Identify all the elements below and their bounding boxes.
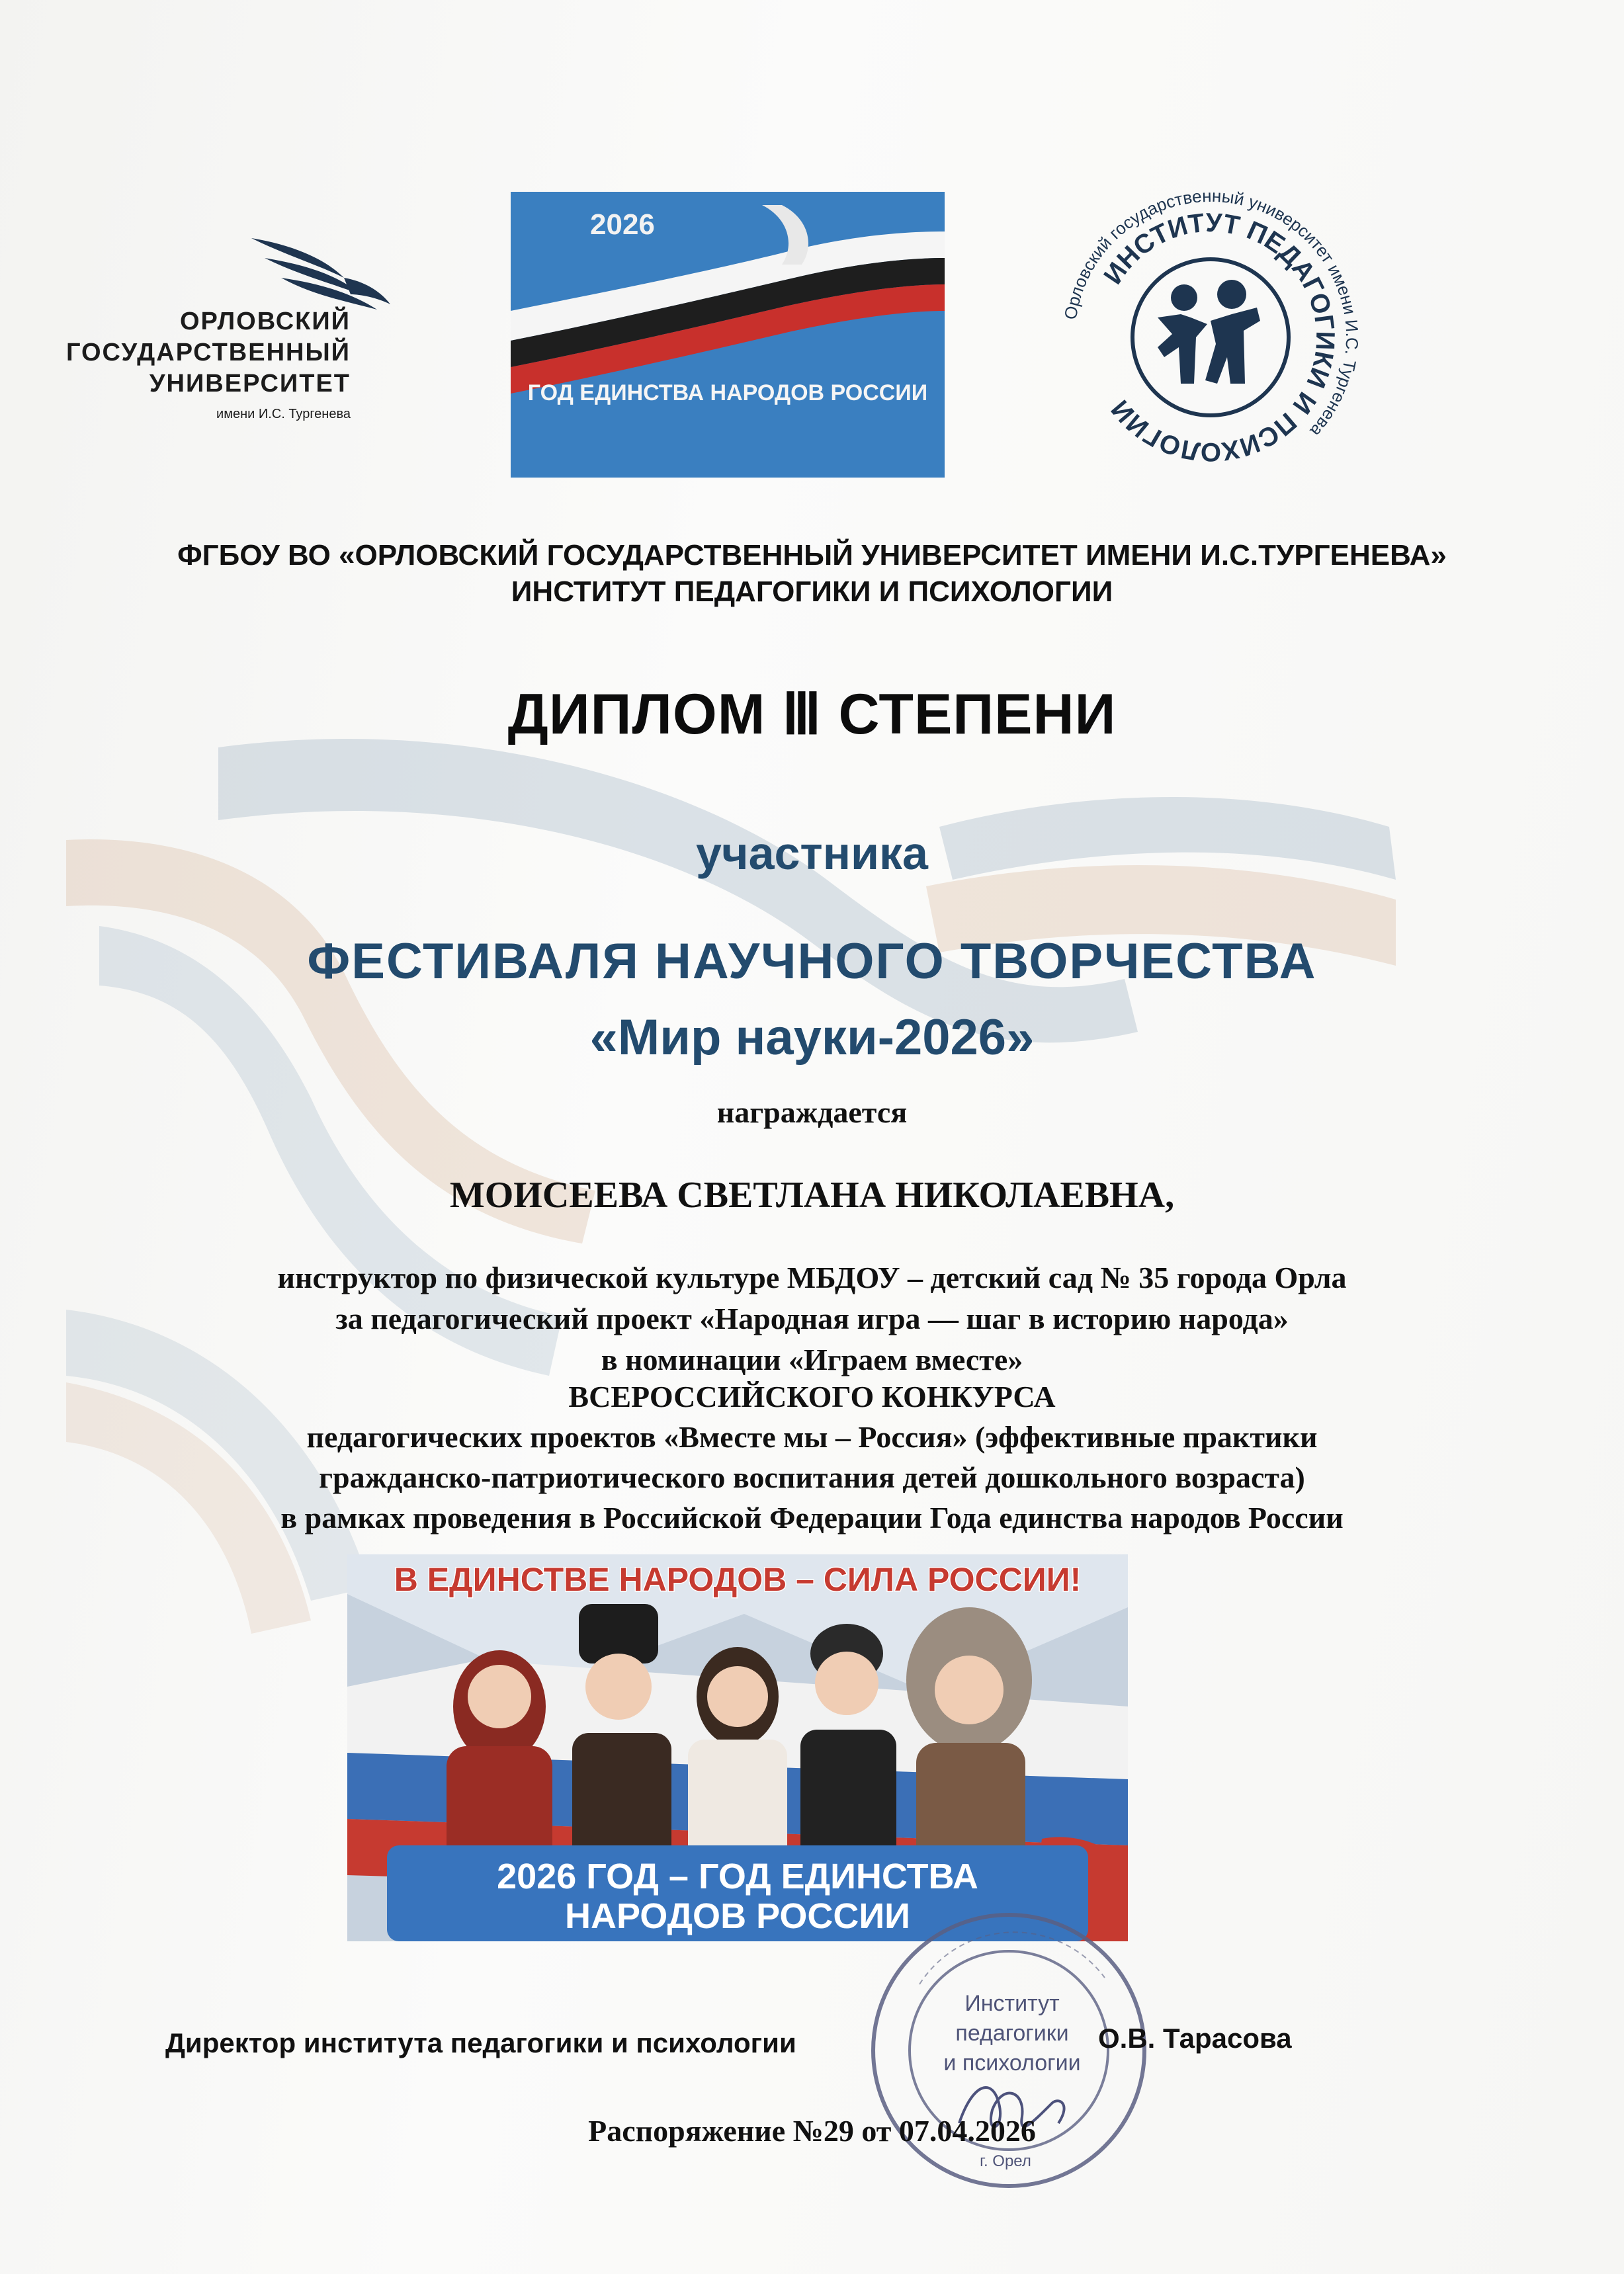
banner-year: 2026 <box>590 208 655 241</box>
flag-ribbon <box>511 192 945 478</box>
institute-seal <box>1058 185 1363 489</box>
organization-name: ФГБОУ ВО «ОРЛОВСКИЙ ГОСУДАРСТВЕННЫЙ УНИВЕРСИТЕТ ИМЕНИ И.С.ТУРГЕНЕВА» <box>177 539 1447 571</box>
festival-title: ФЕСТИВАЛЯ НАУЧНОГО ТВОРЧЕСТВА <box>307 933 1317 990</box>
stamp-line3: и психологии <box>943 2050 1081 2076</box>
diploma-title: ДИПЛОМ Ⅲ СТЕПЕНИ <box>507 683 1117 746</box>
institute-name: ИНСТИТУТ ПЕДАГОГИКИ И ПСИХОЛОГИИ <box>511 575 1113 608</box>
year-of-unity-banner <box>511 192 945 478</box>
body-line-4: ВСЕРОССИЙСКОГО КОНКУРСА <box>568 1380 1056 1413</box>
participant-label: участника <box>696 827 928 879</box>
bird-wings-icon <box>245 232 397 317</box>
university-name-line3: УНИВЕРСИТЕТ <box>149 370 351 398</box>
body-line-6: гражданско-патриотического воспитания детей дошкольного возраста) <box>319 1460 1305 1494</box>
university-name-line4: имени И.С. Тургенева <box>216 407 351 421</box>
two-people-icon <box>1158 280 1260 384</box>
institute-seal-graphic <box>1058 185 1363 489</box>
university-logo <box>65 232 423 430</box>
poster-caption-line2: НАРОДОВ РОССИИ <box>565 1896 910 1936</box>
recipient-name: МОИСЕЕВА СВЕТЛАНА НИКОЛАЕВНА, <box>449 1175 1175 1216</box>
seal-ring-text: Орловский государственный университет имени И.С. Тургенева <box>1060 185 1363 441</box>
university-name-line2: ГОСУДАРСТВЕННЫЙ <box>65 339 351 366</box>
unity-poster <box>347 1554 1128 1941</box>
stamp-line2: педагогики <box>955 2021 1069 2046</box>
body-line-2: за педагогический проект «Народная игра — шаг в историю народа» <box>335 1302 1289 1335</box>
body-line-1: инструктор по физической культуре МБДОУ – детский сад № 35 города Орла <box>277 1261 1347 1294</box>
signer-name: О.В. Тарасова <box>1098 2023 1292 2054</box>
order-reference: Распоряжение №29 от 07.04.2026 <box>588 2114 1036 2148</box>
stamp-line1: Институт <box>964 1991 1060 2016</box>
body-line-5: педагогических проектов «Вместе мы – Россия» (эффективные практики <box>306 1420 1318 1454</box>
poster-headline: В ЕДИНСТВЕ НАРОДОВ – СИЛА РОССИИ! <box>394 1561 1082 1598</box>
awarded-label: награждается <box>716 1095 908 1129</box>
director-title: Директор института педагогики и психологии <box>165 2027 796 2058</box>
poster-graphic <box>347 1554 1128 1941</box>
stamp-city: г. Орел <box>980 2152 1031 2170</box>
body-line-7: в рамках проведения в Российской Федерации Года единства народов России <box>280 1501 1344 1535</box>
banner-caption: ГОД ЕДИНСТВА НАРОДОВ РОССИИ <box>527 380 928 405</box>
university-name-line1: ОРЛОВСКИЙ <box>180 308 351 335</box>
seal-inner-text: ИНСТИТУТ ПЕДАГОГИКИ И ПСИХОЛОГИИ <box>1098 208 1340 467</box>
poster-caption-line1: 2026 ГОД – ГОД ЕДИНСТВА <box>497 1857 978 1896</box>
body-line-3: в номинации «Играем вместе» <box>601 1343 1023 1376</box>
festival-name: «Мир науки-2026» <box>589 1009 1035 1066</box>
